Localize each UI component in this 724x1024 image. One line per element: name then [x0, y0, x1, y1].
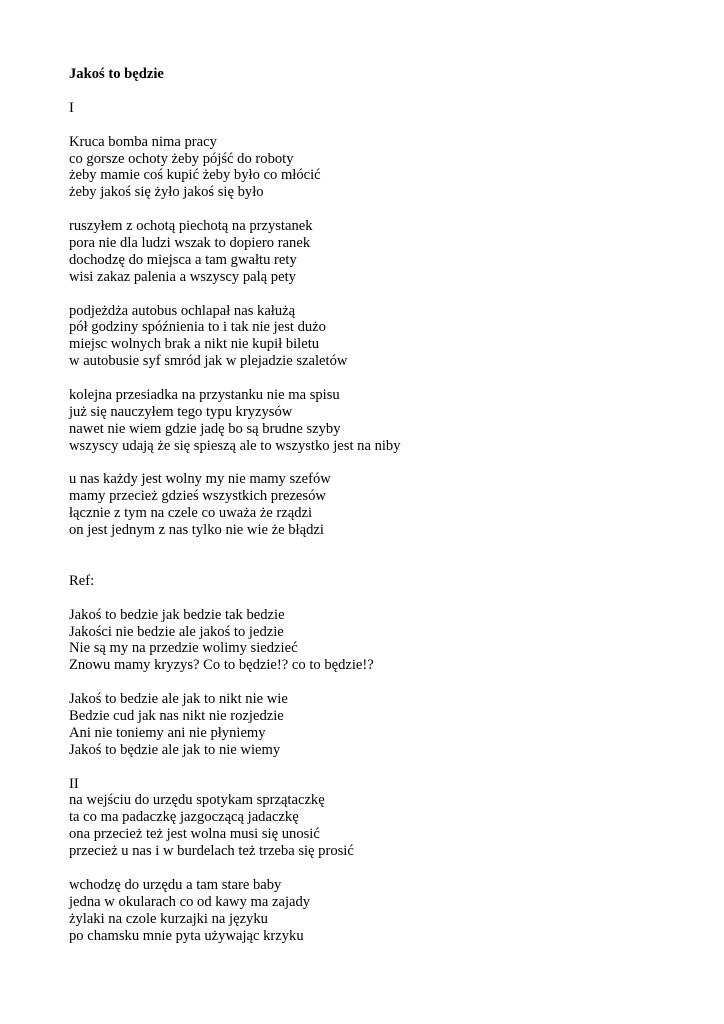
verse-line: po chamsku mnie pyta używając krzyku [69, 927, 304, 944]
verse-line: on jest jednym z nas tylko nie wie że błądzi [69, 522, 324, 539]
verse-line: Jakoś to będzie ale jak to nie wiemy [69, 741, 281, 758]
verse-line: co gorsze ochoty żeby pójść do roboty [69, 150, 294, 167]
refrain-heading: Ref: [69, 572, 95, 589]
spacer [69, 759, 689, 776]
stanza [69, 303, 689, 371]
verse-line: Jakoś to bedzie jak bedzie tak bedzie [69, 606, 285, 623]
stanza [69, 387, 689, 455]
verse-line: jedna w okularach co od kawy ma zajady [69, 893, 311, 910]
stanza [69, 471, 689, 539]
verse-line: nawet nie wiem gdzie jadę bo są brudne szyby [69, 420, 341, 437]
verse-line: żeby mamie coś kupić żeby było co młócić [69, 167, 321, 184]
verse-line: Jakości nie bedzie ale jakoś to jedzie [69, 623, 284, 640]
spacer [69, 860, 689, 877]
stanza [69, 134, 689, 202]
verse-line: łącznie z tym na czele co uważa że rządzi [69, 505, 313, 522]
verse-line: Jakoś to bedzie ale jak to nikt nie wie [69, 691, 288, 708]
verse-line: u nas każdy jest wolny my nie mamy szefów [69, 471, 331, 488]
verse-line: pora nie dla ludzi wszak to dopiero ranek [69, 235, 311, 252]
verse-line: żylaki na czole kurzajki na języku [69, 910, 268, 927]
spacer [69, 83, 689, 100]
verse-line: mamy przecież gdzieś wszystkich prezesów [69, 488, 326, 505]
verse-line: na wejściu do urzędu spotykam sprzątaczkę [69, 792, 325, 809]
verse-line: wszyscy udają że się spieszą ale to wszystko jest na niby [69, 437, 401, 454]
spacer [69, 674, 689, 691]
stanza [69, 691, 689, 759]
verse-line: podjeżdża autobus ochlapał nas kałużą [69, 302, 296, 319]
verse-line: wisi zakaz palenia a wszyscy palą pety [69, 268, 296, 285]
spacer [69, 201, 689, 218]
verse-line: Ani nie toniemy ani nie płyniemy [69, 724, 266, 741]
verse-line: Bedzie cud jak nas nikt nie rozjedzie [69, 707, 284, 724]
verse-line: Znowu mamy kryzys? Co to będzie!? co to będzie!? [69, 657, 374, 674]
verse-line: dochodzę do miejsca a tam gwałtu rety [69, 251, 297, 268]
verse-line: przecież u nas i w burdelach też trzeba się prosić [69, 843, 354, 860]
verse-line: już się nauczyłem tego typu kryzysów [69, 403, 293, 420]
spacer [69, 455, 689, 472]
verse-line: ona przecież też jest wolna musi się unosić [69, 826, 320, 843]
stanza [69, 792, 689, 860]
spacer [69, 370, 689, 387]
document-page [69, 66, 689, 944]
section-heading-2: II [69, 775, 79, 792]
stanza [69, 607, 689, 675]
poem-title: Jakoś to będzie [69, 66, 164, 82]
spacer [69, 286, 689, 303]
verse-line: Kruca bomba nima pracy [69, 133, 217, 150]
stanza [69, 877, 689, 945]
section-heading-1: I [69, 99, 74, 116]
verse-line: wchodzę do urzędu a tam stare baby [69, 876, 282, 893]
verse-line: ta co ma padaczkę jazgoczącą jadaczkę [69, 809, 299, 826]
verse-line: żeby jakoś się żyło jakoś się było [69, 184, 264, 201]
verse-line: miejsc wolnych brak a nikt nie kupił biletu [69, 336, 320, 353]
spacer [69, 117, 689, 134]
verse-line: kolejna przesiadka na przystanku nie ma spisu [69, 387, 340, 404]
verse-line: ruszyłem z ochotą piechotą na przystanek [69, 218, 313, 235]
spacer [69, 590, 689, 607]
verse-line: w autobusie syf smród jak w plejadzie szaletów [69, 353, 348, 370]
verse-line: pół godziny spóźnienia to i tak nie jest dużo [69, 319, 326, 336]
spacer [69, 539, 689, 573]
verse-line: Nie są my na przedzie wolimy siedzieć [69, 640, 298, 657]
stanza [69, 218, 689, 286]
